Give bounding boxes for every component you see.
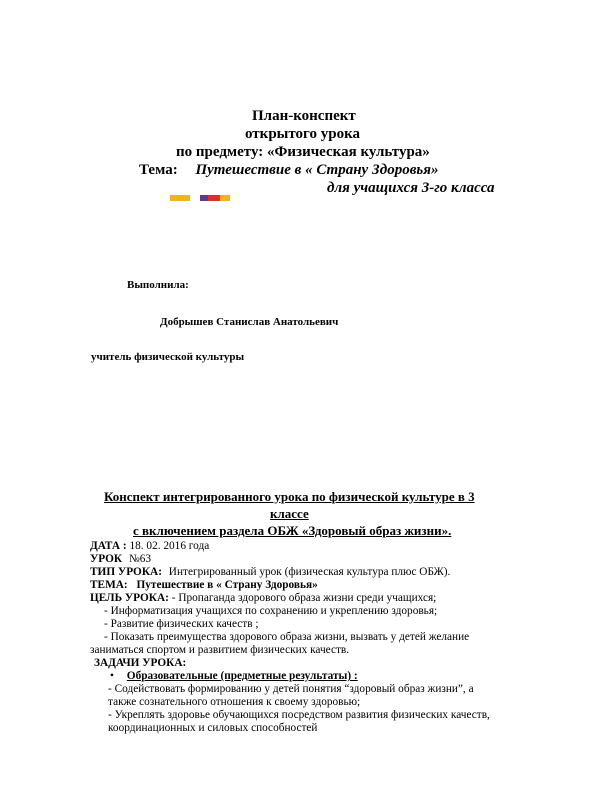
audience-line: для учащихся 3-го класса: [327, 180, 495, 196]
type-line: [90, 566, 450, 579]
type-value: Интегрированный урок (физическая культура плюс ОБЖ).: [168, 566, 451, 578]
goal-item: - Показать преимущества здорового образа жизни, вызвать у детей желание: [104, 631, 470, 643]
author-position: учитель физической культуры: [91, 351, 245, 363]
author-name: Добрышев Станислав Анатольевич: [160, 316, 339, 328]
date-value: 18. 02. 2016 года: [129, 540, 210, 552]
decor-bar-gold: [170, 195, 190, 201]
task-item: - Укреплять здоровье обучающихся посредством развития физических качеств,: [108, 709, 490, 721]
goal-item: заниматься спортом и развитием физических качеств.: [90, 644, 350, 656]
task-item: - Содействовать формированию у детей понятия “здоровый образ жизни”, а: [108, 683, 474, 695]
type-label: ТИП УРОКА:: [90, 566, 162, 578]
topic-value: Путешествие в « Страну Здоровья»: [195, 162, 439, 178]
goal-value: - Пропаганда здорового образа жизни среди учащихся;: [171, 592, 437, 604]
lesson-label: УРОК: [90, 553, 123, 565]
summary-heading-3: с включением раздела ОБЖ «Здоровый образ жизни».: [133, 523, 452, 538]
tasks-sub-label: Образовательные (предметные результаты) :: [126, 670, 358, 682]
task-item: координационных и силовых способностей: [108, 722, 318, 734]
author-label: Выполнила:: [127, 279, 189, 291]
lesson-line: [90, 553, 151, 566]
lesson-value: №63: [128, 553, 152, 565]
task-item: также сознательного отношения к своему здоровью;: [108, 696, 361, 708]
goal-label: ЦЕЛЬ УРОКА:: [90, 592, 169, 604]
decor-bar-red: [208, 195, 220, 201]
title-line-3: по предмету: «Физическая культура»: [176, 144, 430, 160]
decor-bar-purple: [200, 195, 208, 201]
decor-bar-gold-2: [220, 195, 230, 201]
goal-item: - Развитие физических качеств ;: [104, 618, 259, 630]
goal-line: [90, 592, 436, 605]
topic-label: Тема:: [139, 162, 178, 178]
title-line-1: План-конспект: [252, 108, 356, 124]
goal-item: - Информатизация учащихся по сохранению и укреплению здоровья;: [104, 605, 438, 617]
theme-label: ТЕМА:: [90, 579, 128, 591]
summary-heading-1: Конспект интегрированного урока по физической культуре в 3: [104, 489, 475, 504]
topic-line: [139, 161, 439, 179]
theme-line: [90, 579, 318, 592]
theme-value: Путешествие в « Страну Здоровья»: [136, 579, 318, 591]
date-line: [90, 540, 209, 553]
date-label: ДАТА :: [90, 540, 127, 552]
tasks-label: ЗАДАЧИ УРОКА:: [94, 657, 187, 669]
summary-heading-2: классе: [270, 506, 309, 521]
tasks-sub-line: [110, 670, 358, 683]
title-line-2: открытого урока: [245, 126, 360, 142]
bullet-icon: •: [110, 670, 114, 682]
